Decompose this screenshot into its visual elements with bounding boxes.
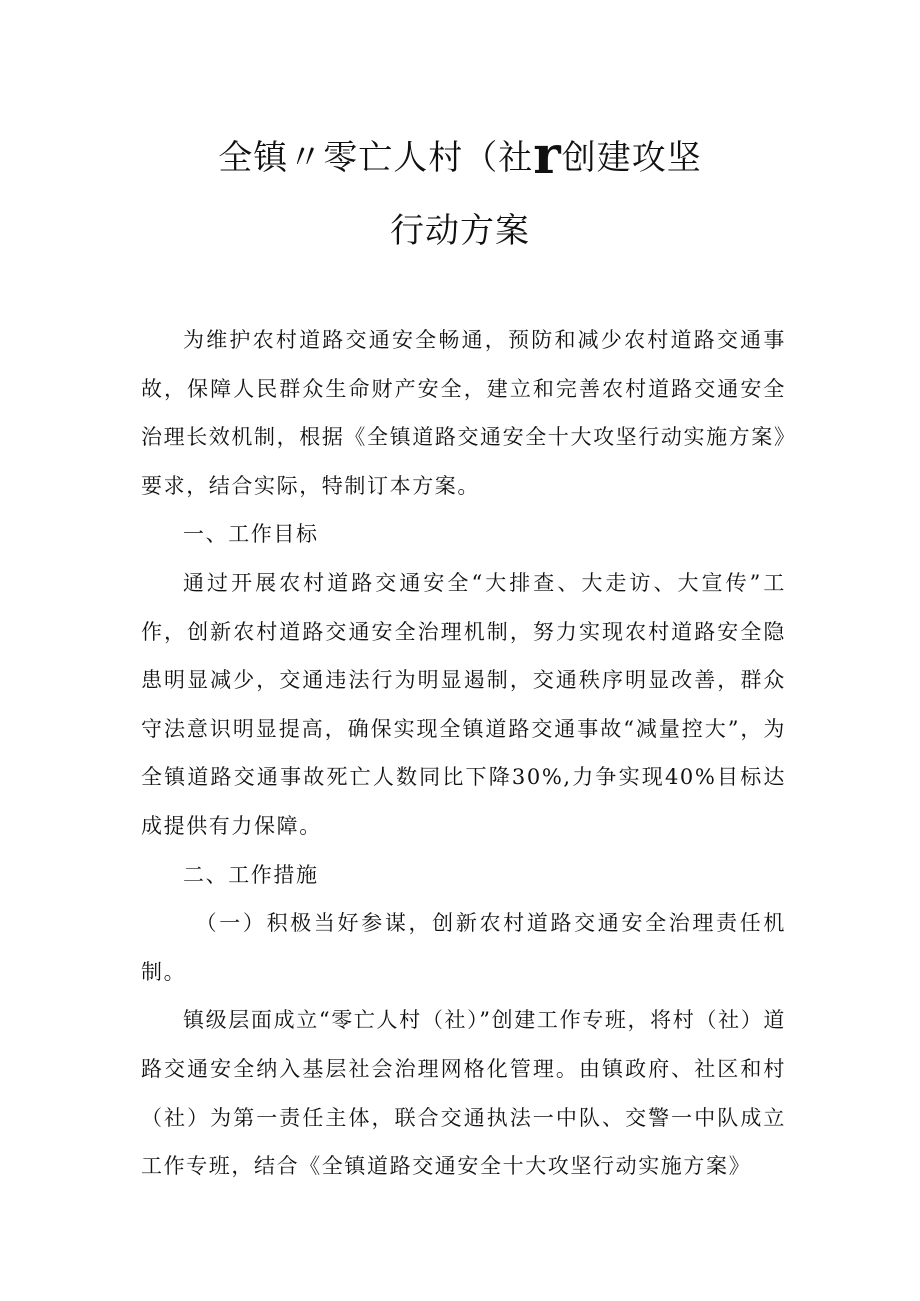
measure-paragraph-1: 镇级层面成立“零亡人村（社）”创建工作专班，将村（社）道路交通安全纳入基层社会治理网格化管理。由镇政府、社区和村（社）为第一责任主体，联合交通执法一中队、交警一中队成立工作专班，结合《全镇道路交通安全十大攻坚行动实施方案》 — [141, 1008, 786, 1179]
section-heading-measures: 二、工作措施 — [183, 862, 319, 887]
document-title-line-2: 行动方案 — [390, 211, 530, 251]
title-text-end: 创建攻坚 — [561, 138, 702, 178]
subsection-heading-1: （一）积极当好参谋，创新农村道路交通安全治理责任机制。 — [141, 911, 786, 984]
title-text-start: 全镇〃零亡人村（社 — [218, 138, 534, 178]
document-body — [141, 316, 786, 1191]
intro-paragraph: 为维护农村道路交通安全畅通，预防和减少农村道路交通事故，保障人民群众生命财产安全，建立和完善农村道路交通安全治理长效机制，根据《全镇道路交通安全十大攻坚行动实施方案》要求，结合实际，特制订本方案。 — [141, 328, 786, 498]
section-heading-goals: 一、工作目标 — [183, 522, 319, 547]
goals-paragraph: 通过开展农村道路交通安全“大排查、大走访、大宣传”工作，创新农村道路交通安全治理机制，努力实现农村道路安全隐患明显减少，交通违法行为明显遏制，交通秩序明显改善，群众守法意识明显提高，确保实现全镇道路交通事故“减量控大”，为全镇道路交通事故死亡人数同比下降30%,力争实现40%目标达成提供有力保障。 — [141, 570, 786, 838]
document-title-line-1 — [0, 125, 920, 186]
title-stray-glyph: r — [533, 125, 562, 186]
